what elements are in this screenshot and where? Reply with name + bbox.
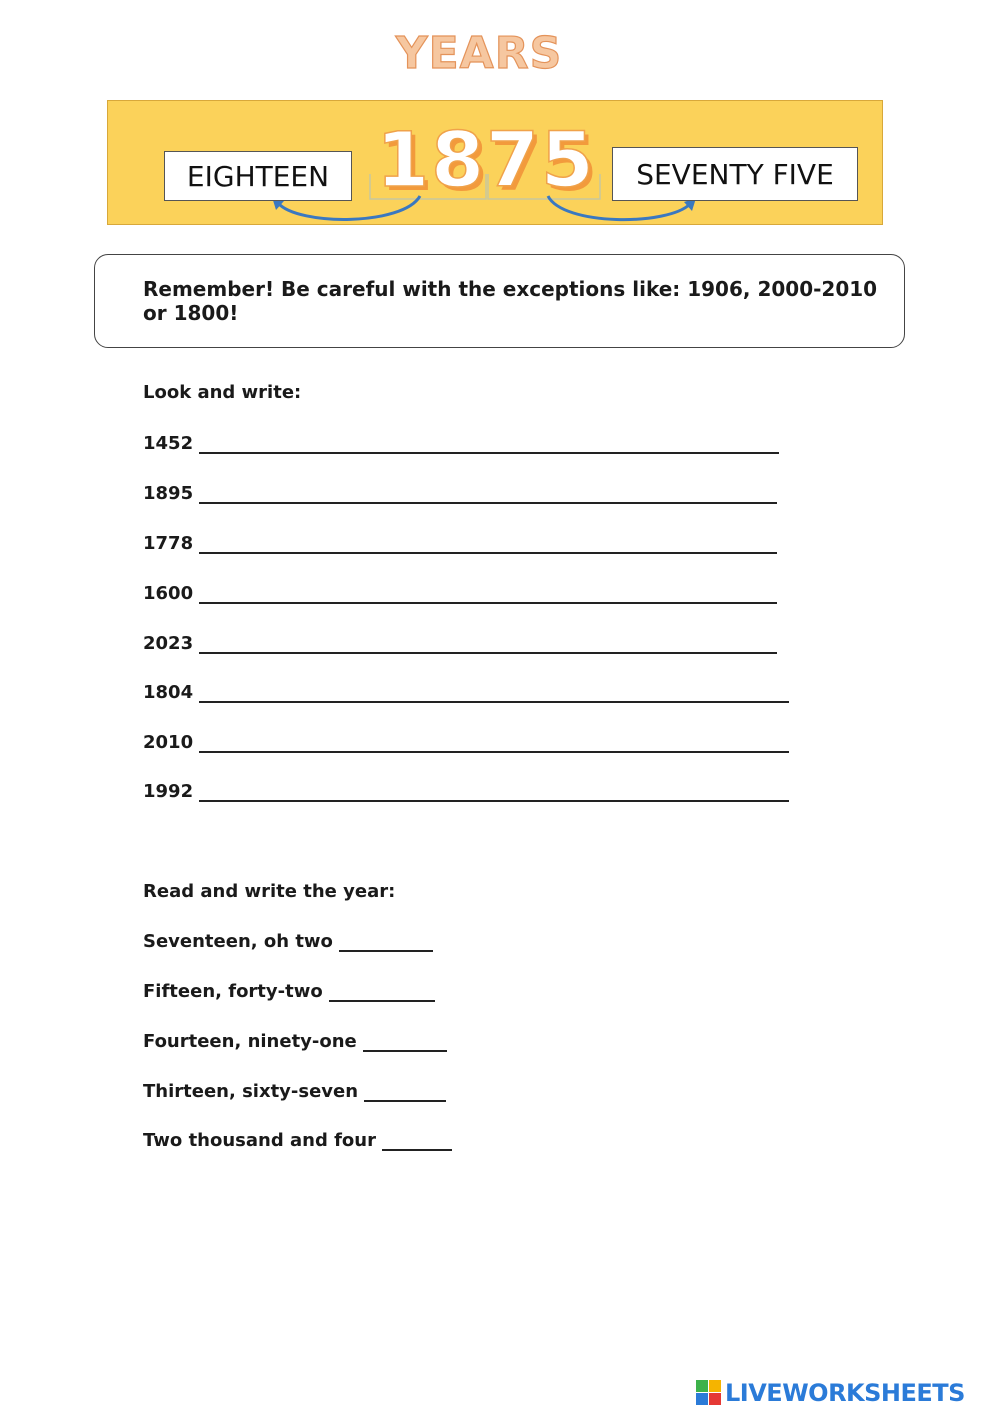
liveworksheets-icon [696,1380,722,1406]
read-write-row [143,1078,446,1102]
answer-line[interactable] [363,1032,447,1052]
read-write-row [143,1127,452,1151]
example-year: 1875 [376,115,596,204]
year-label: 1600 [143,583,194,604]
answer-line[interactable] [199,733,789,753]
answer-line[interactable] [339,932,433,952]
year-label: 1778 [143,533,194,554]
phrase-label: Thirteen, sixty-seven [143,1081,359,1102]
year-label: 1992 [143,781,194,802]
answer-line[interactable] [199,782,789,802]
year-label: 1452 [143,433,194,454]
example-banner [107,100,883,225]
look-write-row [143,580,777,604]
answer-line[interactable] [382,1131,452,1151]
answer-line[interactable] [199,434,779,454]
liveworksheets-logo-text: LIVEWORKSHEETS [725,1379,965,1407]
year-label: 2023 [143,633,194,654]
word-box-seventy-five: SEVENTY FIVE [612,147,858,201]
look-write-row [143,679,789,703]
answer-line[interactable] [199,484,777,504]
reminder-box [94,254,905,348]
reminder-text: Remember! Be careful with the exceptions like: 1906, 2000-2010 or 1800! [143,277,878,325]
liveworksheets-logo[interactable] [696,1378,996,1408]
phrase-label: Fourteen, ninety-one [143,1031,357,1052]
phrase-label: Fifteen, forty-two [143,981,323,1002]
read-and-write-label: Read and write the year: [143,881,396,902]
answer-line[interactable] [199,634,777,654]
answer-line[interactable] [329,982,435,1002]
phrase-label: Seventeen, oh two [143,931,333,952]
look-write-row [143,778,789,802]
worksheet-title: YEARS [395,28,563,79]
read-write-row [143,978,435,1002]
year-label: 1804 [143,682,194,703]
phrase-label: Two thousand and four [143,1130,376,1151]
answer-line[interactable] [199,683,789,703]
look-and-write-label: Look and write: [143,382,302,403]
look-write-row [143,530,777,554]
look-write-row [143,630,777,654]
look-write-row [143,729,789,753]
answer-line[interactable] [364,1082,446,1102]
year-label: 2010 [143,732,194,753]
read-write-row [143,1028,447,1052]
read-write-row [143,928,433,952]
year-label: 1895 [143,483,194,504]
answer-line[interactable] [199,584,777,604]
look-write-row [143,430,779,454]
look-write-row [143,480,777,504]
word-box-eighteen: EIGHTEEN [164,151,352,201]
answer-line[interactable] [199,534,777,554]
